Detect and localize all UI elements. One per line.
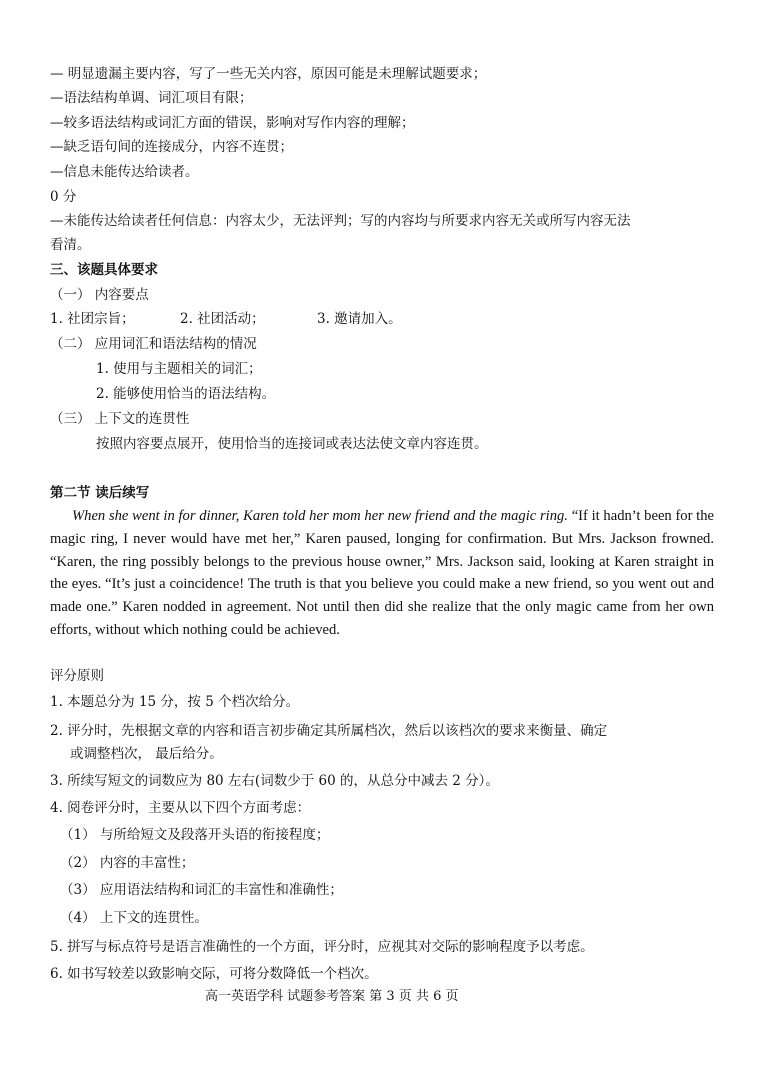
score-zero-label: 0 分 [50, 189, 77, 205]
scoring-item-3: 3. 所续写短文的词数应为 80 左右(词数少于 60 的，从总分中减去 2 分）。 [50, 773, 499, 789]
scoring-title: 评分原则 [50, 668, 104, 684]
scoring-subitem-4: （4） 上下文的连贯性。 [60, 910, 208, 926]
scoring-subitem-1: （1） 与所给短文及段落开头语的衔接程度； [60, 827, 330, 843]
content-point-1: 1. 社团宗旨； [50, 311, 135, 327]
scoring-item-2-cont: 或调整档次， 最后给分。 [70, 746, 223, 762]
passage-body: “If it hadn’t been for the magic ring, I never would have met her,” Karen paused, longing for confirmation. But Mrs. Jackson frowned. “Karen, the ring possibly belongs to the previous house owner,” Mrs. Jackson said, looking at Karen straight in the eyes. “It’s just a coincidence! The truth is that you believe you could make a new friend, so you went out and made one.” Karen nodded in agreement. Not until then did she realize that the only magic came from her own efforts, without which nothing could be achieved. [50, 508, 715, 638]
criteria-line-5: —信息未能传达给读者。 [50, 164, 199, 180]
coherence-title: （三） 上下文的连贯性 [50, 411, 190, 427]
scoring-subitem-2: （2） 内容的丰富性； [60, 855, 195, 871]
criteria-line-4: —缺乏语句间的连接成分，内容不连贯； [50, 139, 293, 155]
criteria-line-7: 看清。 [50, 237, 91, 253]
content-point-2: 2. 社团活动； [180, 311, 265, 327]
page-footer: 高一英语学科 试题参考答案 第 3 页 共 6 页 [205, 989, 459, 1004]
scoring-item-5: 5. 拼写与标点符号是语言准确性的一个方面，评分时，应视其对交际的影响程度予以考虑。 [50, 939, 594, 955]
criteria-line-1: — 明显遗漏主要内容，写了一些无关内容，原因可能是未理解试题要求； [50, 66, 487, 82]
scoring-item-6: 6. 如书写较差以致影响交际，可将分数降低一个档次。 [50, 966, 378, 982]
scoring-item-1: 1. 本题总分为 15 分，按 5 个档次给分。 [50, 694, 300, 710]
content-point-3: 3. 邀请加入。 [317, 311, 402, 327]
vocab-grammar-title: （二） 应用词汇和语法结构的情况 [50, 336, 257, 352]
scoring-item-2: 2. 评分时，先根据文章的内容和语言初步确定其所属档次，然后以该档次的要求来衡量、确定 [50, 723, 608, 739]
scoring-item-4: 4. 阅卷评分时，主要从以下四个方面考虑： [50, 800, 311, 816]
section-two-heading: 第二节 读后续写 [50, 485, 150, 501]
section-three-heading: 三、该题具体要求 [50, 262, 158, 278]
criteria-line-2: —语法结构单调、词汇项目有限； [50, 90, 253, 106]
vocab-grammar-item-1: 1. 使用与主题相关的词汇； [96, 361, 262, 377]
passage-lead-sentence: When she went in for dinner, Karen told her mom her new friend and the magic ring. [72, 508, 568, 524]
coherence-text: 按照内容要点展开，使用恰当的连接词或表达法使文章内容连贯。 [96, 436, 488, 452]
sample-passage [50, 505, 714, 642]
criteria-line-3: —较多语法结构或词汇方面的错误，影响对写作内容的理解； [50, 115, 415, 131]
scoring-subitem-3: （3） 应用语法结构和词汇的丰富性和准确性； [60, 882, 343, 898]
content-points-title: （一） 内容要点 [50, 287, 149, 303]
criteria-line-6: —未能传达给读者任何信息：内容太少，无法评判；写的内容均与所要求内容无关或所写内容无法 [50, 213, 631, 229]
vocab-grammar-item-2: 2. 能够使用恰当的语法结构。 [96, 386, 276, 402]
